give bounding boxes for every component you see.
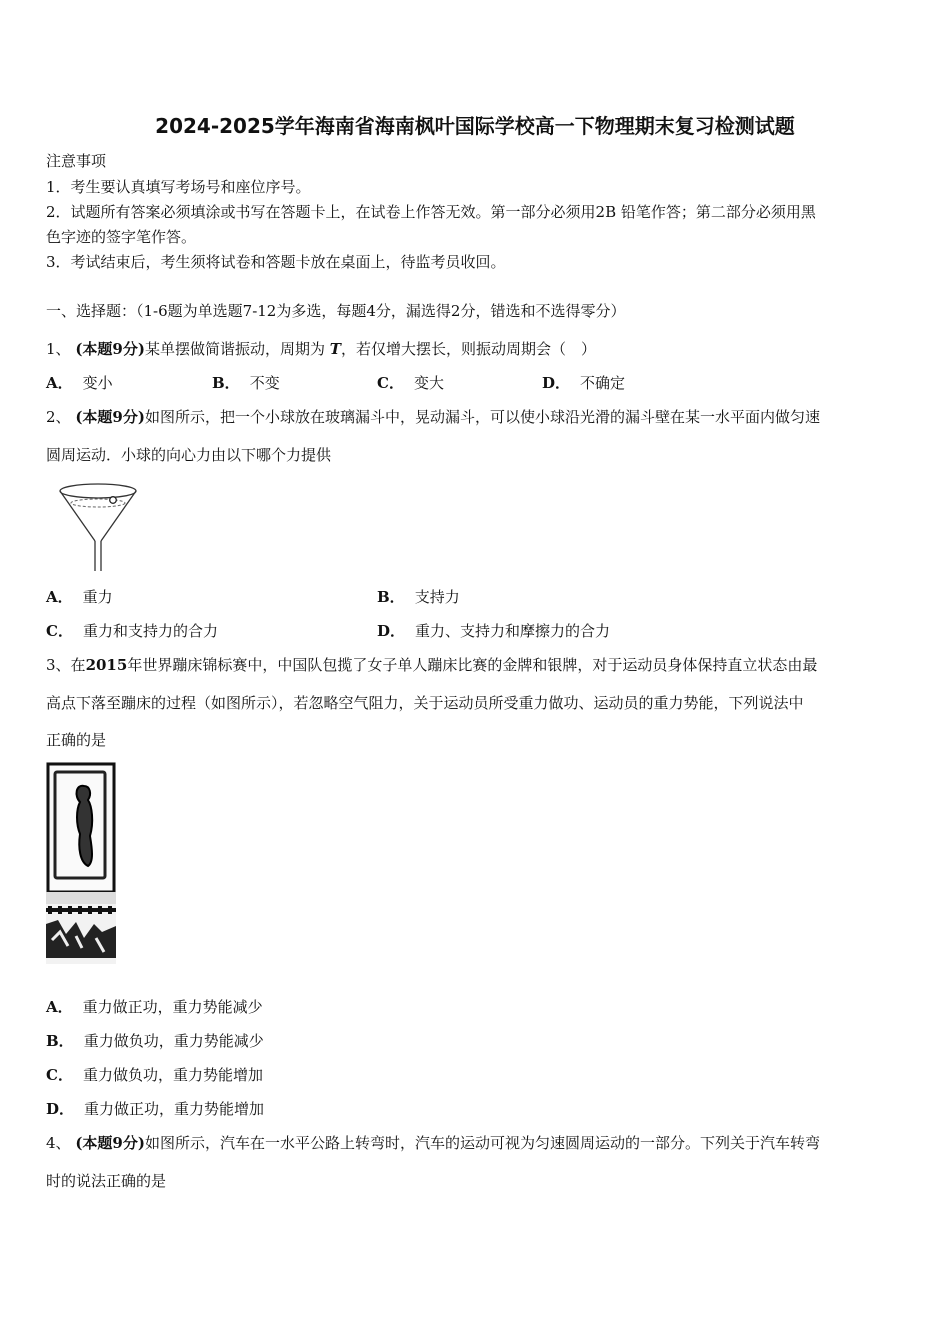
question-1-tag: (本题9分) [75,340,145,358]
question-3-text-a: 在 [70,656,86,674]
question-3 [46,655,817,675]
notice-heading: 注意事项 [46,152,107,170]
question-4-line-1: 如图所示，汽车在一水平公路上转弯时，汽车的运动可视为匀速圆周运动的一部分。下列关于汽车转弯 [144,1134,820,1152]
question-1 [46,339,596,359]
question-3-year: 2015 [85,656,128,674]
option-text: 变小 [82,374,113,392]
q1-option-c[interactable] [377,373,444,393]
ball [110,497,117,504]
option-text: 重力做负功，重力势能增加 [82,1066,263,1084]
q1-option-d[interactable] [542,373,625,393]
question-2 [46,407,820,427]
question-4-line-2: 时的说法正确的是 [46,1172,167,1190]
q3-option-b[interactable] [46,1031,264,1051]
notice-item-2-cont: 色字迹的签字笔作答。 [46,228,197,246]
q2-option-c[interactable] [46,621,218,641]
question-1-variable: T [329,340,341,358]
notice-item-2: 2．试题所有答案必须填涂或书写在答题卡上，在试卷上作答无效。第一部分必须用2B 铅笔作答；第二部分必须用黑 [46,203,816,221]
option-text: 重力和支持力的合力 [82,622,218,640]
section-heading: 一、选择题：（1-6题为单选题7-12为多选，每题4分，漏选得2分，错选和不选得零分） [46,302,626,320]
question-4 [46,1133,820,1153]
option-letter: D． [377,622,406,640]
q2-option-b[interactable] [377,587,460,607]
question-4-tag: (本题9分) [75,1134,145,1152]
option-letter: A． [46,998,73,1016]
q1-option-a[interactable] [46,373,113,393]
notice-item-1: 1．考生要认真填写考场号和座位序号。 [46,178,311,196]
option-text: 变大 [413,374,444,392]
option-letter: A． [46,588,73,606]
option-letter: C． [46,1066,73,1084]
option-letter: C． [46,622,73,640]
option-text: 重力、支持力和摩擦力的合力 [415,622,611,640]
option-text: 重力做正功，重力势能增加 [84,1100,265,1118]
question-2-line-1: 如图所示，把一个小球放在玻璃漏斗中，晃动漏斗，可以使小球沿光滑的漏斗壁在某一水平面内做匀速 [144,408,820,426]
option-text: 重力做正功，重力势能减少 [82,998,263,1016]
question-3-number: 3、 [46,656,71,674]
q2-option-d[interactable] [377,621,610,641]
question-4-number: 4、 [46,1134,71,1152]
option-letter: C． [377,374,404,392]
question-1-text-a: 某单摆做简谐振动，周期为 [144,340,325,358]
q2-option-a[interactable] [46,587,113,607]
notice-item-3: 3．考试结束后，考生须将试卷和答题卡放在桌面上，待监考员收回。 [46,253,506,271]
funnel-figure [58,481,142,573]
option-text: 支持力 [414,588,460,606]
question-3-text-b: 年世界蹦床锦标赛中，中国队包揽了女子单人蹦床比赛的金牌和银牌，对于运动员身体保持直立状态由最 [127,656,818,674]
question-2-number: 2、 [46,408,71,426]
option-text: 重力 [82,588,113,606]
q3-option-a[interactable] [46,997,263,1017]
option-letter: D． [46,1100,75,1118]
option-letter: B． [46,1032,74,1050]
option-letter: D． [542,374,571,392]
option-letter: A． [46,374,73,392]
q1-option-b[interactable] [212,373,280,393]
funnel-side-left [60,491,95,541]
funnel-side-right [101,491,136,541]
option-letter: B． [377,588,405,606]
question-1-text-b: ，若仅增大摆长，则振动周期会（ ） [340,340,596,358]
trampoline-figure [46,762,116,964]
page-title: 2024-2025学年海南省海南枫叶国际学校高一下物理期末复习检测试题 [155,114,795,138]
question-2-tag: (本题9分) [75,408,145,426]
question-3-line-3: 正确的是 [46,731,107,749]
option-text: 不变 [249,374,280,392]
option-letter: B． [212,374,240,392]
question-1-number: 1、 [46,340,71,358]
option-text: 重力做负功，重力势能减少 [83,1032,264,1050]
question-2-line-2: 圆周运动．小球的向心力由以下哪个力提供 [46,446,332,464]
q3-option-c[interactable] [46,1065,263,1085]
funnel-rim [60,484,136,498]
option-text: 不确定 [580,374,626,392]
question-3-line-2: 高点下落至蹦床的过程（如图所示），若忽略空气阻力，关于运动员所受重力做功、运动员的重力势能，下列说法中 [46,694,804,712]
q3-option-d[interactable] [46,1099,264,1119]
lower-band [46,892,116,904]
